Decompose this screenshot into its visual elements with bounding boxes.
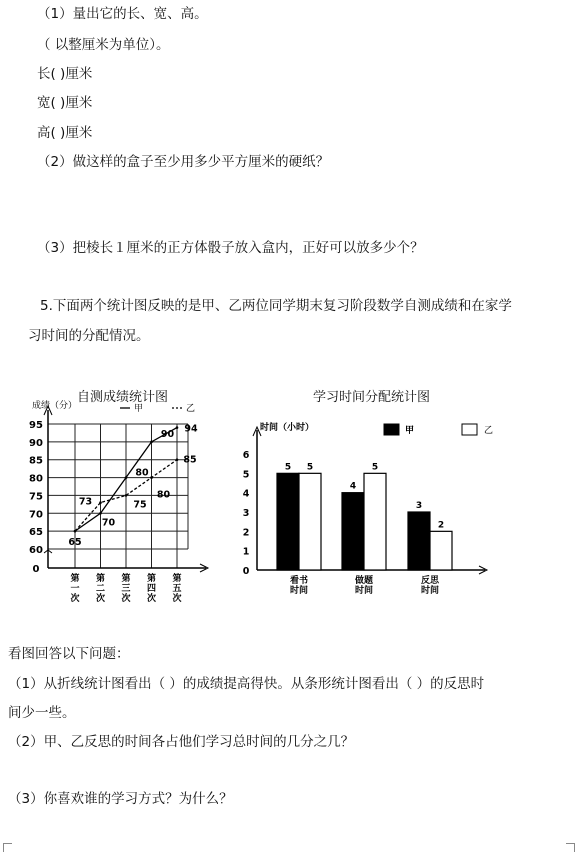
y-tick-label: 3 — [242, 508, 250, 519]
series-yi-point — [74, 530, 77, 533]
bar-jia — [342, 493, 364, 570]
data-label: 94 — [184, 423, 198, 435]
data-label: 73 — [78, 496, 93, 508]
y-tick-label: 90 — [29, 437, 43, 449]
data-label: 85 — [183, 454, 197, 466]
series-yi-point — [176, 458, 179, 461]
legend-jia-swatch — [384, 424, 399, 435]
bar-value-label: 3 — [415, 501, 423, 511]
bar-yi — [430, 531, 452, 570]
x-tick-label: 次 — [95, 594, 106, 604]
page-corner-mark-left — [3, 843, 12, 852]
legend-jia-label: 甲 — [134, 404, 144, 414]
bar-yi — [299, 473, 321, 570]
question-1-line-2: 间少一些。 — [8, 705, 76, 721]
length-blank: 长( )厘米 — [37, 66, 93, 82]
data-label: 80 — [156, 489, 171, 501]
data-label: 80 — [135, 467, 149, 479]
x-tick-label: 三 — [121, 584, 131, 594]
x-tick-label: 第 — [121, 574, 131, 584]
y-axis-label: 时间（小时） — [260, 423, 315, 433]
y-tick-label: 65 — [29, 527, 43, 539]
series-yi-point — [150, 476, 153, 479]
x-tick-label: 第 — [70, 574, 80, 584]
data-label: 70 — [101, 517, 116, 529]
y-tick-label: 1 — [242, 546, 250, 558]
bar-chart-title: 学习时间分配统计图 — [313, 390, 431, 405]
bar-value-label: 5 — [306, 462, 314, 473]
data-label: 75 — [133, 499, 147, 511]
x-tick-label: 第 — [146, 574, 157, 584]
y-tick-label: 4 — [242, 488, 250, 500]
x-tick-label: 次 — [121, 594, 131, 604]
x-tick-label: 第 — [172, 574, 182, 584]
bar-value-label: 5 — [284, 462, 292, 473]
x-tick-label: 时间 — [420, 586, 440, 596]
series-jia-point — [99, 512, 102, 515]
unit-note: （ 以整厘米为单位）。 — [37, 37, 170, 53]
x-tick-label: 时间 — [289, 586, 309, 596]
x-tick-label: 次 — [70, 594, 80, 604]
bar-jia — [408, 512, 430, 570]
x-tick-label: 次 — [172, 594, 182, 604]
y-tick-label: 70 — [29, 509, 43, 521]
question-3-preference: （3）你喜欢谁的学习方式？为什么？ — [8, 791, 233, 807]
x-tick-label: 次 — [146, 594, 157, 604]
legend-yi-swatch — [462, 424, 477, 435]
y-tick-label: 95 — [29, 420, 43, 431]
questions-intro: 看图回答以下问题： — [8, 646, 130, 662]
bar-jia — [277, 473, 299, 570]
y-tick-label: 80 — [29, 473, 43, 485]
bar-value-label: 5 — [371, 462, 379, 473]
bar-yi — [364, 473, 386, 570]
bar-value-label: 2 — [437, 520, 445, 531]
page-corner-mark-right — [566, 843, 575, 852]
x-tick-label: 时间 — [354, 586, 374, 596]
x-tick-label: 五 — [172, 584, 182, 594]
y-tick-label: 0 — [32, 564, 40, 575]
y-tick-label: 5 — [242, 469, 250, 481]
series-jia-point — [125, 476, 128, 479]
x-tick-label: 看书 — [289, 576, 309, 586]
data-label: 65 — [68, 537, 82, 549]
y-tick-label: 60 — [29, 545, 43, 556]
y-tick-label: 75 — [29, 491, 43, 503]
y-tick-label: 0 — [242, 566, 250, 577]
x-tick-label: 一 — [70, 584, 80, 594]
y-tick-label: 85 — [29, 455, 43, 467]
problem-5-line-2: 习时间的分配情况。 — [28, 328, 150, 344]
x-tick-label: 第 — [95, 574, 106, 584]
x-tick-label: 反思 — [420, 576, 440, 586]
legend-jia-label: 甲 — [405, 426, 415, 436]
x-tick-label: 四 — [146, 584, 157, 594]
x-tick-label: 做题 — [354, 576, 374, 586]
question-3-dice: （3）把棱长１厘米的正方体骰子放入盒内，正好可以放多少个？ — [37, 240, 424, 256]
height-blank: 高( )厘米 — [37, 125, 93, 141]
question-2-cardboard: （2）做这样的盒子至少用多少平方厘米的硬纸？ — [37, 154, 330, 170]
series-jia-point — [150, 441, 153, 444]
bar-chart — [235, 395, 495, 605]
problem-5-line-1: 5.下面两个统计图反映的是甲、乙两位同学期末复习阶段数学自测成绩和在家学 — [40, 298, 512, 314]
y-axis-label: 成绩（分） — [32, 401, 78, 411]
x-tick-label: 二 — [95, 584, 106, 594]
legend-yi-label: 乙 — [484, 426, 494, 436]
series-jia-point — [176, 426, 179, 429]
question-1-line-1: （1）从折线统计图看出（ ）的成绩提高得快。从条形统计图看出（ ）的反思时 — [8, 676, 485, 692]
question-2-fraction: （2）甲、乙反思的时间各占他们学习总时间的几分之几？ — [8, 734, 355, 750]
series-yi-point — [125, 494, 128, 497]
y-tick-label: 6 — [242, 450, 250, 461]
y-tick-label: 2 — [242, 527, 250, 539]
data-label: 90 — [160, 428, 175, 440]
bar-value-label: 4 — [349, 481, 357, 492]
series-yi-point — [99, 501, 102, 504]
question-1-measure: （1）量出它的长、宽、高。 — [37, 6, 208, 22]
line-chart — [25, 395, 235, 605]
legend-yi-label: 乙 — [186, 404, 196, 414]
width-blank: 宽( )厘米 — [37, 95, 93, 111]
line-chart-title: 自测成绩统计图 — [77, 390, 169, 405]
